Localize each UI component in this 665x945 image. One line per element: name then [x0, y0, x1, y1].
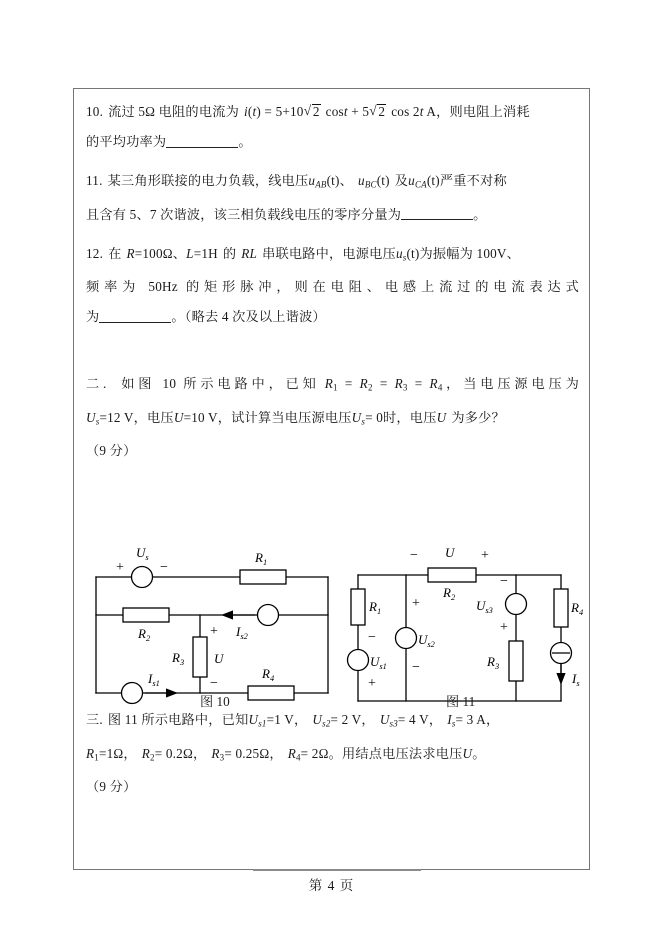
fig10-is1-label: $I_{s1}$: [148, 671, 160, 688]
fig10-resistor-r3: [193, 637, 207, 677]
section-2-marker: 二.: [86, 376, 107, 391]
q12-var-us: u: [395, 245, 403, 261]
question-11-text-a: 某三角形联接的电力负载，线电压: [107, 173, 309, 188]
question-12-line-1: 12. 在 R=100Ω、L=1H 的 RL 串联电路中，电源电压$u_s(t)$为振幅为 100V、: [86, 245, 521, 262]
fig11-voltage-source-us1: [348, 650, 369, 671]
sqrt-2-b: √ 2: [369, 97, 386, 127]
figure-11-caption: 图 11: [446, 694, 476, 709]
section-2-line-1: [86, 369, 579, 403]
fig10-u-label: U: [214, 651, 224, 666]
figure-10-circuit: [90, 537, 340, 691]
question-10-formula-i: i: [243, 104, 248, 119]
question-12-text-d: 为振幅为 100V、: [419, 245, 521, 261]
fig10-r1-label: $R_1$: [255, 550, 268, 567]
figure-10-caption: 图 10: [200, 694, 230, 709]
fig11-r1-label: $R_1$: [369, 599, 382, 616]
question-11-answer-blank[interactable]: [401, 207, 473, 221]
content-frame: [73, 88, 590, 870]
fig11-us2-label: $U_{s2}$: [418, 632, 435, 649]
question-10-number: 10.: [86, 104, 104, 119]
fig11-voltage-source-us3: [506, 594, 527, 615]
question-11-line-1: 11. 某三角形联接的电力负载，线电压$u_{AB}(t)$、 $u_{BC}(t)$ 及$u_{CA}(t)$严重不对称: [86, 173, 507, 190]
question-11-number: 11.: [86, 173, 103, 188]
q11-var-uca: u: [408, 173, 415, 188]
question-12-number: 12.: [86, 245, 104, 261]
figure-11-circuit: [348, 537, 584, 691]
question-10-text-d: 。: [238, 134, 252, 149]
section-2: [86, 369, 579, 466]
q11-var-uab: u: [308, 173, 316, 188]
fig11-us1-plus: +: [368, 676, 376, 691]
fig11-r2-label: $R_2$: [443, 585, 456, 602]
question-11: [86, 166, 579, 230]
fig10-r3-label: $R_3$: [172, 650, 185, 667]
fig10-is2-label: $I_{s2}$: [236, 624, 248, 641]
fig11-resistor-r3: [509, 641, 523, 681]
question-11-text-c: 且含有 5、7 次谐波，该三相负载线电压的零序分量为: [86, 206, 402, 222]
fig11-u-minus: −: [410, 548, 418, 563]
question-12-answer-blank[interactable]: [99, 309, 171, 323]
fig11-r4-label: $R_4$: [571, 600, 584, 617]
fig10-r2-label: $R_2$: [138, 626, 151, 643]
section-3-marker: 三.: [86, 712, 103, 727]
section-2-text-a: 如图 10 所示电路中，已知: [117, 376, 320, 391]
question-10-text-a: 流过 5Ω 电阻的电流为: [108, 104, 239, 119]
q11-sep-2: 及: [394, 173, 409, 188]
question-10-answer-blank[interactable]: [166, 134, 238, 148]
fig10-current-source-is1: [122, 683, 143, 704]
fig11-us1-label: $U_{s1}$: [370, 654, 387, 671]
section-2-equation: $R_1 = R_2 = R_3 = R_4$: [324, 376, 443, 393]
fig11-u-plus: +: [481, 548, 489, 563]
fig11-us3-minus: −: [500, 574, 508, 589]
question-10-text-b: ，则电阻上消耗: [436, 104, 530, 119]
fig10-u-minus: −: [210, 676, 218, 691]
figure-11: [348, 537, 584, 709]
fig11-resistor-r2: [428, 568, 476, 582]
fig10-us-plus: +: [116, 560, 124, 575]
q12-var-L: L: [186, 245, 194, 261]
figures-row: [86, 517, 584, 727]
fig10-u-plus: +: [210, 624, 218, 639]
fig11-us2-plus: +: [412, 596, 420, 611]
section-3-line-2: $R_1=1\Omega$， $R_2= 0.2\Omega$， $R_3= 0.25\Omega$， $R_4= 2\Omega$。用结点电压法求电压U。: [86, 745, 486, 762]
section-3-text-a: 图 11 所示电路中，已知: [107, 712, 249, 727]
content-inner: [86, 97, 584, 811]
fig11-resistor-r4: [554, 589, 568, 627]
figure-10: [90, 537, 340, 709]
question-10-text-c: 的平均功率为: [86, 134, 167, 149]
question-12-line-2: 频率为 50Hz 的矩形脉冲，则在电阻、电感上流过的电流表达式: [86, 279, 579, 294]
q11-var-ubc: u: [358, 173, 365, 188]
fig10-us-minus: −: [160, 560, 168, 575]
section-2-line-2: $U_s=12$ V，电压U=10 V，试计算当电压源电压$U_s= 0$时，电压U 为多少？: [86, 409, 505, 426]
q12-var-RL: RL: [241, 245, 258, 261]
question-12-text-a: 在: [108, 245, 122, 261]
question-10: [86, 97, 579, 157]
page-footer: 第 4 页: [308, 878, 355, 893]
fig11-us1-minus: −: [368, 630, 376, 645]
fig10-resistor-r2: [123, 608, 169, 622]
question-12-text-b: 的: [222, 245, 237, 261]
fig10-current-source-is2: [258, 605, 279, 626]
fig11-is-label: $I_s$: [572, 671, 580, 688]
section-3-line-1: 三. 图 11 所示电路中，已知$U_{s1}=1$ V， $U_{s2}= 2$ V， $U_{s3}= 4$ V， $I_s= 3$ A，: [86, 712, 500, 729]
question-10-unit: A: [426, 104, 437, 119]
fig10-is2-arrow: [221, 610, 255, 619]
fig10-voltage-source-us: [132, 567, 153, 588]
fig10-is1-arrow: [145, 688, 178, 697]
fig11-resistor-r1: [351, 589, 365, 625]
question-12-text-f: 。（略去 4 次及以上谐波）: [171, 309, 326, 324]
q12-var-R: R: [126, 245, 135, 261]
fig11-us3-plus: +: [500, 620, 508, 635]
fig11-us3-label: $U_{s3}$: [476, 598, 493, 615]
fig10-resistor-r4: [248, 686, 294, 700]
fig11-u-label: U: [445, 545, 455, 560]
fig11-voltage-source-us2: [396, 628, 417, 649]
question-12-text-c: 串联电路中，电源电压: [262, 245, 396, 261]
fig11-r3-label: $R_3$: [487, 654, 500, 671]
q11-sep-1: 、: [339, 173, 354, 188]
question-10-line-1: 10. 流过 5Ω 电阻的电流为 i(t) = 5+10 √ 2 cost + 5 √ 2 cos 2t A，则电阻上消耗: [86, 97, 579, 127]
question-10-line-2: [86, 127, 579, 157]
question-12-text-e: 为: [86, 309, 100, 324]
fig10-resistor-r1: [240, 570, 286, 584]
sqrt-2-a: √ 2: [304, 97, 321, 127]
question-12-line-3: [86, 302, 579, 332]
fig11-us2-minus: −: [412, 660, 420, 675]
fig10-us-label: $U_s$: [136, 545, 149, 562]
fig10-r4-label: $R_4$: [262, 666, 275, 683]
question-11-line-2: [86, 200, 579, 230]
section-3-points: （9 分）: [86, 779, 137, 794]
section-2-text-b: ，当电压源电压为: [442, 376, 579, 391]
question-12: [86, 239, 579, 333]
section-2-points: （9 分）: [86, 443, 137, 458]
fig11-is-arrow: [556, 664, 565, 685]
footer-divider: [253, 869, 421, 871]
question-11-text-b: 严重不对称: [439, 173, 507, 188]
question-11-text-d: 。: [473, 206, 487, 222]
